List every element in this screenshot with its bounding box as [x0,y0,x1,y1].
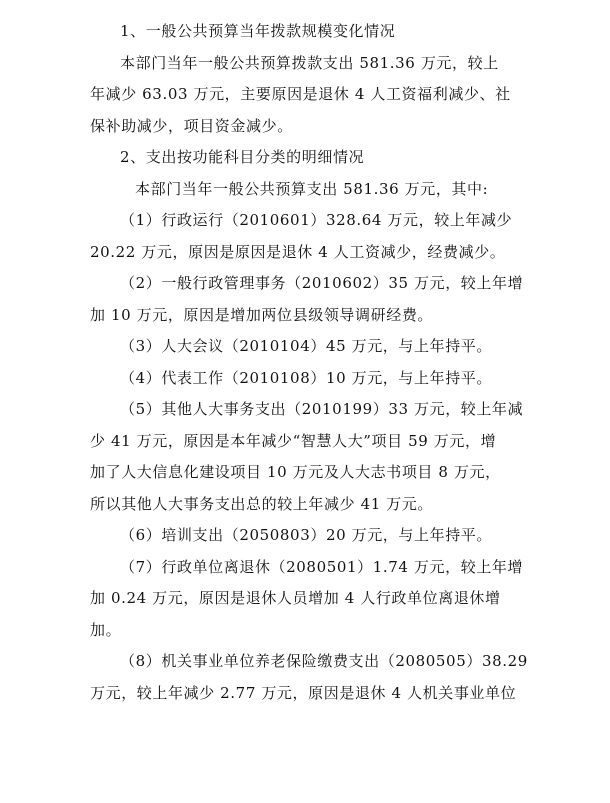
text-line: 保补助减少，项目资金减少。 [90,116,293,135]
text-line: 2、支出按功能科目分类的明细情况 [120,148,365,166]
text-line: （4）代表工作（2010108）10 万元，与上年持平。 [120,368,493,387]
text-line: 加了人大信息化建设项目 10 万元及人大志书项目 8 万元， [90,463,501,481]
text-line: （8）机关事业单位养老保险缴费支出（2080505）38.29 [120,652,528,670]
text-line: 1、一般公共预算当年拨款规模变化情况 [120,22,396,40]
document-body [90,16,530,709]
text-line: （7）行政单位离退休（2080501）1.74 万元，较上年增 [120,557,524,576]
text-line: 本部门当年一般公共预算支出 581.36 万元，其中: [135,179,489,198]
text-line: 加 10 万元，原因是增加两位县级领导调研经费。 [90,305,434,324]
text-line: 20.22 万元，原因是原因是退休 4 人工资减少，经费减少。 [90,242,506,261]
text-line: 所以其他人大事务支出总的较上年减少 41 万元。 [90,494,434,513]
text-line: 少 41 万元，原因是本年减少“智慧人大”项目 59 万元，增 [90,431,497,450]
text-line: （6）培训支出（2050803）20 万元，与上年持平。 [120,526,493,544]
text-line: （1）行政运行（2010601）328.64 万元，较上年减少 [120,211,513,229]
text-line: 加。 [90,620,122,639]
text-line: （3）人大会议（2010104）45 万元，与上年持平。 [120,337,493,355]
text-line: 加 0.24 万元，原因是退休人员增加 4 人行政单位离退休增 [90,589,501,607]
text-line: 年减少 63.03 万元，主要原因是退休 4 人工资福利减少、社 [90,85,511,103]
text-line: 本部门当年一般公共预算拨款支出 581.36 万元，较上 [120,53,499,72]
text-line: （2）一般行政管理事务（2010602）35 万元，较上年增 [120,274,524,292]
text-line: （5）其他人大事务支出（2010199）33 万元，较上年减 [120,400,524,418]
text-line: 万元，较上年减少 2.77 万元，原因是退休 4 人机关事业单位 [90,683,517,702]
